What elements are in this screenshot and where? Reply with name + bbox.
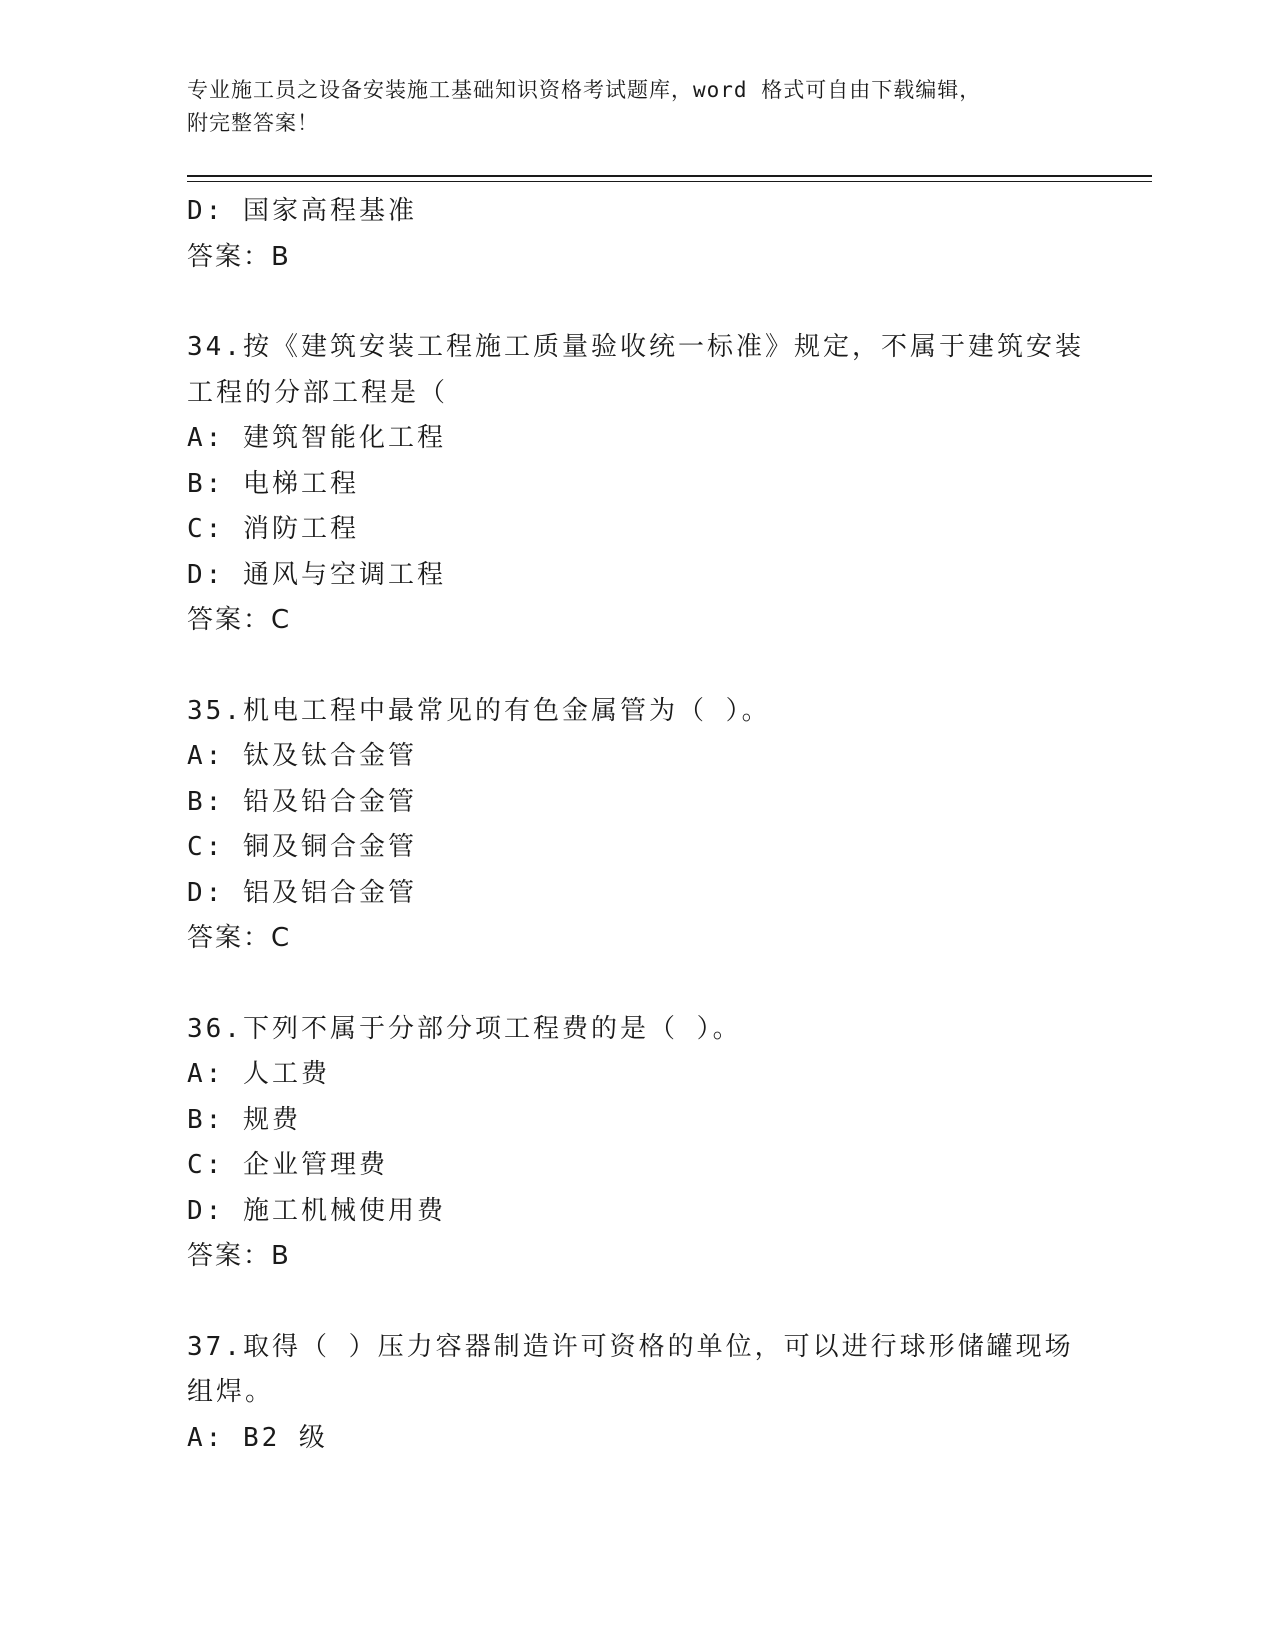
answer-line: 答案：C [187,923,292,953]
option-d: D: 国家高程基准 [187,196,417,226]
question-list [187,189,1087,1461]
option-c: C: 消防工程 [187,514,359,544]
option-a: A: 人工费 [187,1059,330,1089]
option-d: D: 铝及铝合金管 [187,877,417,908]
spacer [187,280,1087,325]
header-line-1: 专业施工员之设备安装施工基础知识资格考试题库，word 格式可自由下载编辑， [187,78,982,102]
question-35 [187,689,1087,962]
question-stem-line: 36.下列不属于分部分项工程费的是（ ）。 [187,1013,742,1044]
spacer [187,644,1087,689]
header-divider-thin [187,181,1152,182]
document-header [187,74,1067,140]
option-c: C: 铜及铜合金管 [187,832,417,862]
question-stem-line: 37.取得（ ）压力容器制造许可资格的单位，可以进行球形储罐现场 [187,1331,1074,1362]
option-a: A: 建筑智能化工程 [187,423,446,453]
spacer [187,962,1087,1007]
question-stem-line: 工程的分部工程是（ [187,377,449,408]
option-a: A: 钛及钛合金管 [187,741,417,771]
answer-line: 答案：C [187,605,292,635]
option-b: B: 电梯工程 [187,468,359,499]
option-a: A: B2 级 [187,1422,328,1453]
question-stem-line: 34.按《建筑安装工程施工质量验收统一标准》规定，不属于建筑安装 [187,332,1084,362]
answer-line: 答案：B [187,1241,291,1271]
option-d: D: 施工机械使用费 [187,1195,446,1226]
question-36 [187,1007,1087,1280]
option-d: D: 通风与空调工程 [187,559,446,590]
spacer [187,1280,1087,1325]
question-37 [187,1325,1087,1462]
previous-question-tail [187,189,1087,280]
answer-line: 答案：B [187,241,291,272]
question-34 [187,325,1087,644]
option-b: B: 铅及铅合金管 [187,786,417,817]
question-stem-line: 组焊。 [187,1377,275,1407]
option-b: B: 规费 [187,1104,301,1135]
question-stem-line: 35.机电工程中最常见的有色金属管为（ ）。 [187,695,771,726]
header-divider-thick [187,175,1152,177]
header-line-2: 附完整答案！ [187,111,319,135]
option-c: C: 企业管理费 [187,1150,388,1180]
